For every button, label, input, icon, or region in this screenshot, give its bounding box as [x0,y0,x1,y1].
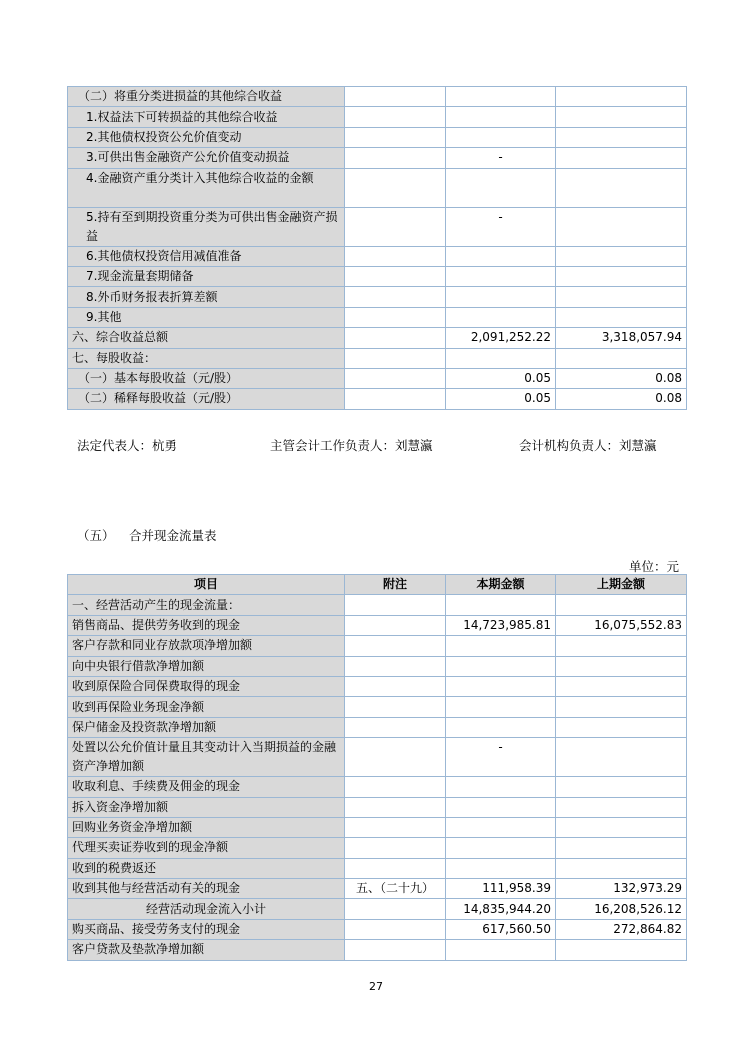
table-header-row [68,575,687,595]
row-current-amount: 111,958.39 [446,879,556,899]
row-current-amount [446,348,556,368]
table-row [68,676,687,696]
row-label: 收到原保险合同保费取得的现金 [68,676,345,696]
row-prior-amount [556,738,687,777]
row-note [345,168,446,207]
row-label: 七、每股收益： [68,348,345,368]
row-current-amount [446,777,556,797]
row-label: 拆入资金净增加额 [68,797,345,817]
row-prior-amount [556,656,687,676]
row-prior-amount [556,127,687,147]
row-prior-amount [556,697,687,717]
row-prior-amount [556,348,687,368]
table-row [68,697,687,717]
table-row [68,777,687,797]
header-current: 本期金额 [446,575,556,595]
table-row [68,207,687,246]
row-label: 5.持有至到期投资重分类为可供出售金融资产损益 [68,207,345,246]
row-prior-amount: 0.08 [556,389,687,409]
row-prior-amount [556,676,687,696]
table-row [68,328,687,348]
row-note [345,738,446,777]
row-prior-amount [556,266,687,286]
row-note [345,287,446,307]
row-note [345,838,446,858]
page-number: 27 [369,980,383,993]
table-row [68,858,687,878]
row-label: 一、经营活动产生的现金流量： [68,595,345,615]
table-row [68,817,687,837]
row-prior-amount: 0.08 [556,368,687,388]
table-row [68,595,687,615]
row-current-amount [446,595,556,615]
row-note [345,919,446,939]
row-note [345,266,446,286]
row-prior-amount [556,858,687,878]
row-label: （二）稀释每股收益（元/股） [68,389,345,409]
comprehensive-income-table [67,86,687,410]
table-row [68,717,687,737]
header-prior: 上期金额 [556,575,687,595]
row-label: 保户储金及投资款净增加额 [68,717,345,737]
row-note [345,127,446,147]
row-current-amount: 2,091,252.22 [446,328,556,348]
row-current-amount [446,656,556,676]
row-prior-amount [556,307,687,327]
row-prior-amount [556,838,687,858]
row-label: 回购业务资金净增加额 [68,817,345,837]
row-note [345,595,446,615]
row-note [345,899,446,919]
row-label: 向中央银行借款净增加额 [68,656,345,676]
row-note [345,107,446,127]
row-label: 客户存款和同业存放款项净增加额 [68,636,345,656]
row-label: 9.其他 [68,307,345,327]
row-label: 8.外币财务报表折算差额 [68,287,345,307]
row-prior-amount [556,636,687,656]
row-note [345,307,446,327]
table-row [68,899,687,919]
row-prior-amount [556,777,687,797]
row-current-amount [446,168,556,207]
table-row [68,127,687,147]
row-note [345,636,446,656]
row-label: 客户贷款及垫款净增加额 [68,940,345,960]
row-current-amount [446,246,556,266]
accounting-head: 主管会计工作负责人：刘慧瀛 [270,438,433,453]
row-current-amount: - [446,148,556,168]
cash-flow-table [67,574,687,961]
row-label: 6.其他债权投资信用减值准备 [68,246,345,266]
row-current-amount: - [446,207,556,246]
row-current-amount [446,858,556,878]
row-note [345,797,446,817]
row-label: 收到的税费返还 [68,858,345,878]
section-title: 合并现金流量表 [129,528,217,543]
row-prior-amount [556,595,687,615]
row-prior-amount: 3,318,057.94 [556,328,687,348]
row-current-amount: 617,560.50 [446,919,556,939]
row-prior-amount [556,287,687,307]
row-current-amount [446,717,556,737]
row-note [345,246,446,266]
table-row [68,107,687,127]
row-prior-amount: 16,075,552.83 [556,615,687,635]
header-item: 项目 [68,575,345,595]
row-note [345,717,446,737]
table-row [68,738,687,777]
row-label: 收到其他与经营活动有关的现金 [68,879,345,899]
row-note [345,148,446,168]
row-current-amount [446,266,556,286]
row-note: 五、（二十九） [345,879,446,899]
row-note [345,368,446,388]
row-note [345,207,446,246]
row-label: 2.其他债权投资公允价值变动 [68,127,345,147]
row-current-amount [446,307,556,327]
table-row [68,246,687,266]
header-note: 附注 [345,575,446,595]
table-row [68,168,687,207]
row-label: 收到再保险业务现金净额 [68,697,345,717]
row-note [345,348,446,368]
section-number: （五） [77,528,115,543]
row-current-amount [446,107,556,127]
row-current-amount [446,636,556,656]
row-label: 代理买卖证券收到的现金净额 [68,838,345,858]
row-note [345,656,446,676]
row-prior-amount [556,87,687,107]
row-current-amount [446,127,556,147]
unit-label: 单位：元 [628,559,679,574]
row-prior-amount: 132,973.29 [556,879,687,899]
row-label: 3.可供出售金融资产公允价值变动损益 [68,148,345,168]
table-row [68,287,687,307]
row-label: （一）基本每股收益（元/股） [68,368,345,388]
row-label: 经营活动现金流入小计 [68,899,345,919]
table-row [68,148,687,168]
row-prior-amount [556,148,687,168]
row-current-amount: - [446,738,556,777]
table-row [68,656,687,676]
row-current-amount: 14,723,985.81 [446,615,556,635]
legal-representative: 法定代表人：杭勇 [77,438,178,453]
row-note [345,858,446,878]
accounting-org-head: 会计机构负责人：刘慧瀛 [519,438,657,453]
row-current-amount: 0.05 [446,389,556,409]
row-current-amount [446,838,556,858]
row-current-amount [446,87,556,107]
row-note [345,817,446,837]
table-row [68,879,687,899]
row-note [345,940,446,960]
table-row [68,368,687,388]
table-row [68,797,687,817]
table-row [68,307,687,327]
row-current-amount [446,287,556,307]
table-row [68,636,687,656]
row-prior-amount [556,817,687,837]
row-current-amount [446,797,556,817]
row-current-amount [446,697,556,717]
table-row [68,838,687,858]
table-row [68,919,687,939]
row-note [345,615,446,635]
row-prior-amount [556,168,687,207]
row-label: （二）将重分类进损益的其他综合收益 [68,87,345,107]
row-note [345,676,446,696]
row-note [345,389,446,409]
row-note [345,328,446,348]
row-label: 处置以公允价值计量且其变动计入当期损益的金融资产净增加额 [68,738,345,777]
row-label: 销售商品、提供劳务收到的现金 [68,615,345,635]
row-prior-amount [556,107,687,127]
table-row [68,348,687,368]
row-label: 收取利息、手续费及佣金的现金 [68,777,345,797]
row-label: 4.金融资产重分类计入其他综合收益的金额 [68,168,345,207]
row-current-amount [446,817,556,837]
row-prior-amount [556,797,687,817]
row-label: 六、综合收益总额 [68,328,345,348]
table-row [68,615,687,635]
row-note [345,777,446,797]
row-prior-amount [556,246,687,266]
row-label: 7.现金流量套期储备 [68,266,345,286]
row-prior-amount [556,207,687,246]
row-current-amount [446,940,556,960]
row-prior-amount [556,717,687,737]
row-current-amount [446,676,556,696]
table-row [68,87,687,107]
table-row [68,940,687,960]
row-note [345,87,446,107]
table-row [68,389,687,409]
row-current-amount: 0.05 [446,368,556,388]
row-prior-amount: 16,208,526.12 [556,899,687,919]
row-label: 1.权益法下可转损益的其他综合收益 [68,107,345,127]
row-current-amount: 14,835,944.20 [446,899,556,919]
row-label: 购买商品、接受劳务支付的现金 [68,919,345,939]
table-row [68,266,687,286]
row-note [345,697,446,717]
row-prior-amount [556,940,687,960]
row-prior-amount: 272,864.82 [556,919,687,939]
